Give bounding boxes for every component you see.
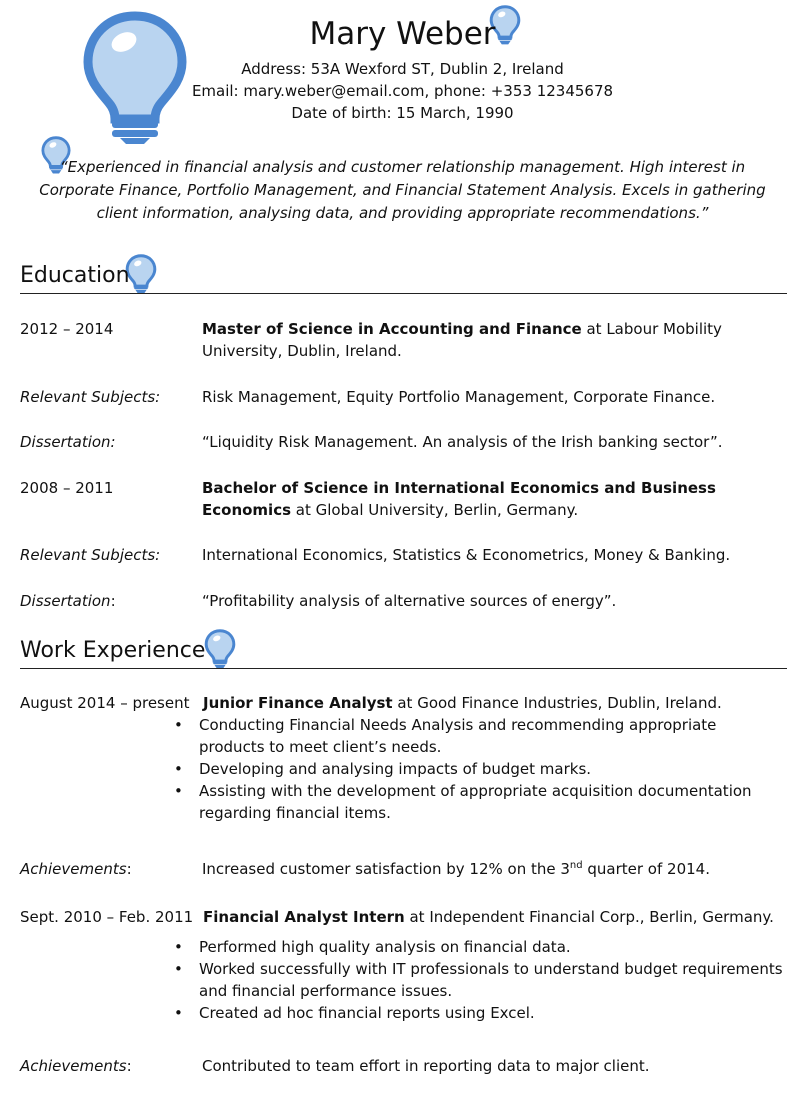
list-item: • Conducting Financial Needs Analysis and recommending appropriate products to meet client’s needs. (174, 716, 717, 756)
relevant-subjects-value: International Economics, Statistics & Econometrics, Money & Banking. (202, 546, 731, 564)
job-date: August 2014 – present (20, 694, 190, 712)
achievements-value: Increased customer satisfaction by 12% on the 3nd quarter of 2014. (202, 860, 710, 878)
institution: at Global University, Berlin, Germany. (291, 501, 579, 519)
education-date: 2012 – 2014 (20, 320, 114, 338)
education-entry (20, 318, 790, 364)
achievements-label: Achievements (20, 860, 127, 878)
date-of-birth-line: Date of birth: 15 March, 1990 (291, 104, 514, 122)
bullet-icon: • (174, 760, 183, 778)
job-duties-list (174, 936, 784, 1024)
dissertation-label: Dissertation: (20, 433, 116, 451)
achievements-label-wrap: Achievements: (20, 1057, 132, 1075)
candidate-name: Mary Weber (309, 16, 496, 52)
bullet-icon: • (174, 960, 183, 978)
degree-title: Bachelor of Science in International Economics and Business Economics (202, 479, 716, 519)
list-item: • Created ad hoc financial reports using Excel. (174, 1004, 535, 1022)
job-entry (20, 692, 790, 842)
list-item: • Developing and analysing impacts of budget marks. (174, 760, 592, 778)
bullet-icon: • (174, 938, 183, 956)
job-entry (20, 906, 790, 1036)
education-date: 2008 – 2011 (20, 479, 114, 497)
list-item: • Assisting with the development of appropriate acquisition documentation regarding financial items. (174, 782, 752, 822)
dissertation-label: Dissertation (20, 592, 111, 610)
institution: at Labour Mobility University, Dublin, Ireland. (202, 320, 722, 360)
achievements-label-wrap: Achievements: (20, 860, 132, 878)
dissertation-colon: : (110, 592, 116, 610)
education-degree-line (202, 318, 792, 362)
education-degree-line (202, 477, 792, 521)
job-title-line (203, 906, 793, 928)
relevant-subjects-value: Risk Management, Equity Portfolio Management, Corporate Finance. (202, 388, 716, 406)
job-position: Junior Finance Analyst (203, 694, 393, 712)
job-company: at Independent Financial Corp., Berlin, Germany. (404, 908, 774, 926)
small-lightbulb-icon (204, 629, 236, 669)
dissertation-label-wrap (20, 590, 200, 612)
work-experience-heading: Work Experience (20, 638, 206, 663)
contact-block (0, 58, 800, 124)
relevant-subjects-label: Relevant Subjects: (20, 546, 161, 564)
bullet-icon: • (174, 1004, 183, 1022)
education-divider (20, 293, 787, 294)
education-heading: Education (20, 263, 130, 288)
list-item: • Performed high quality analysis on financial data. (174, 938, 571, 956)
address-line: Address: 53A Wexford ST, Dublin 2, Ireland (241, 60, 564, 78)
bullet-icon: • (174, 782, 183, 800)
dissertation-value: “Profitability analysis of alternative sources of energy”. (202, 592, 617, 610)
relevant-subjects-label: Relevant Subjects: (20, 388, 161, 406)
education-entry (20, 477, 790, 523)
bullet-icon: • (174, 716, 183, 734)
profile-summary: “Experienced in financial analysis and customer relationship management. High interest in Corporate Finance, Portfolio Management, and Financial Statement Analysis. Excels in gathering client information, analysing data, and providing appropriate recommendations.” (39, 158, 766, 222)
job-duties-list (174, 714, 784, 824)
job-position: Financial Analyst Intern (203, 908, 405, 926)
work-experience-divider (20, 668, 787, 669)
job-title-line (203, 692, 793, 714)
degree-title: Master of Science in Accounting and Finance (202, 320, 582, 338)
dissertation-value: “Liquidity Risk Management. An analysis of the Irish banking sector”. (202, 433, 723, 451)
email-phone-line: Email: mary.weber@email.com, phone: +353 12345678 (191, 82, 614, 100)
list-item: • Worked successfully with IT professionals to understand budget requirements and financial performance issues. (174, 960, 783, 1000)
small-lightbulb-icon (125, 254, 157, 294)
achievements-value: Contributed to team effort in reporting data to major client. (202, 1057, 650, 1075)
achievements-label: Achievements (20, 1057, 127, 1075)
job-company: at Good Finance Industries, Dublin, Ireland. (392, 694, 722, 712)
job-date: Sept. 2010 – Feb. 2011 (20, 908, 194, 926)
